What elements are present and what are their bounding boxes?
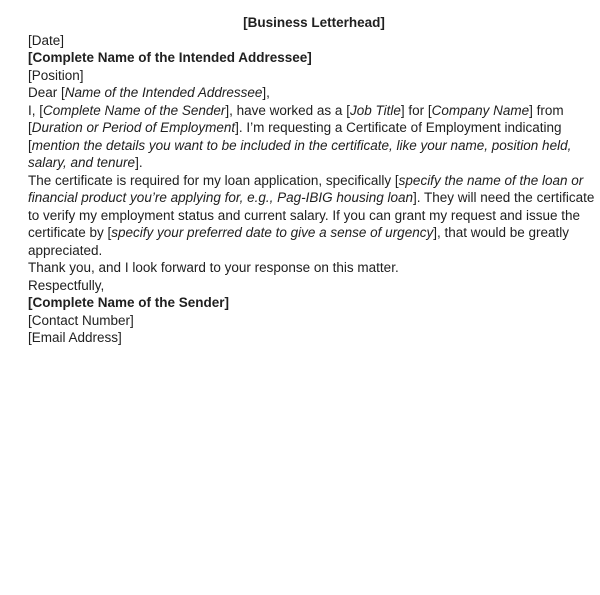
salutation <box>28 84 600 102</box>
body-text: ] for [ <box>400 102 432 118</box>
addressee-name: [Complete Name of the Intended Addressee] <box>28 50 312 65</box>
body-text: The certificate is required for my loan application, specifically [ <box>28 172 399 188</box>
date-placeholder: [Date] <box>28 32 65 48</box>
body-text: ]. I’m requesting a Certificate of Employment indicating [ <box>28 120 562 153</box>
placeholder-text: Complete Name of the Sender <box>43 102 226 118</box>
body-text: ], that would be greatly appreciated. <box>28 225 570 258</box>
placeholder-text: Name of the Intended Addressee <box>64 85 263 100</box>
body-text: ], <box>262 85 270 100</box>
addressee-position: [Position] <box>28 67 84 83</box>
body-text: Dear [ <box>28 85 65 100</box>
body-paragraph-1 <box>28 102 600 172</box>
sender-email: [Email Address] <box>28 330 122 345</box>
sender-name: [Complete Name of the Sender] <box>28 295 230 310</box>
placeholder-text: Job Title <box>349 102 401 118</box>
placeholder-text: specify the name of the loan or financial product you’re applying for, e.g., Pag-IBIG housing loan <box>28 172 584 205</box>
body-text: ] from [ <box>28 102 564 135</box>
sender-contact-number: [Contact Number] <box>28 312 134 328</box>
placeholder-text: specify your preferred date to give a sense of urgency <box>111 225 434 240</box>
closing-line: Thank you, and I look forward to your response on this matter. <box>28 260 399 275</box>
placeholder-text: Company Name <box>431 102 530 118</box>
body-paragraph-2 <box>28 172 600 260</box>
body-text: I, [ <box>28 102 44 118</box>
body-text: ], have worked as a [ <box>225 102 350 118</box>
body-text: ]. They will need the certificate to verify my employment status and current salary. If you can grant my request and issue the certificate by [ <box>28 190 595 240</box>
sign-off: Respectfully, <box>28 277 105 293</box>
addressee-block <box>28 49 600 84</box>
body-text: ]. <box>135 155 143 170</box>
placeholder-text: mention the details you want to be included in the certificate, like your name, position held, salary, and tenure <box>28 137 572 170</box>
letterhead-title: [Business Letterhead] <box>243 15 385 30</box>
sender-block <box>28 294 600 347</box>
placeholder-text: Duration or Period of Employment <box>31 120 236 135</box>
